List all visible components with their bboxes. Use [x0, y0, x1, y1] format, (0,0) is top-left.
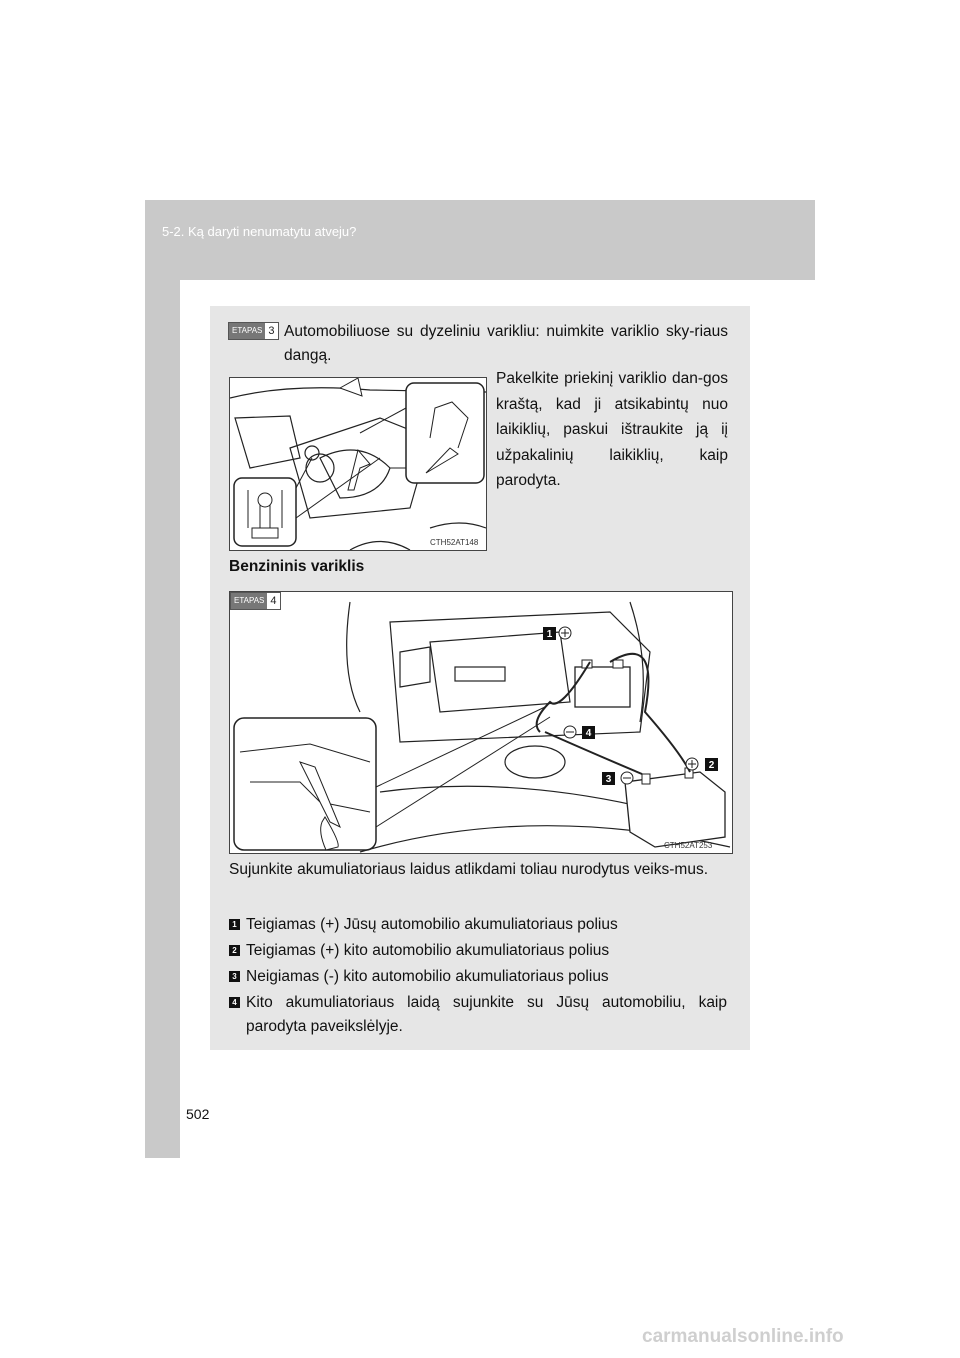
- jump-start-illustration: [229, 591, 733, 854]
- step-3-badge: [228, 322, 279, 340]
- item-number: 4: [229, 997, 240, 1008]
- item-text: Kito akumuliatoriaus laidą sujunkite su Jūsų automobiliu, kaip parodyta paveikslėlyje.: [246, 994, 727, 1035]
- jump-start-drawing: [230, 592, 732, 853]
- item-number: 2: [229, 945, 240, 956]
- step-label: ETAPAS: [231, 593, 267, 609]
- step-number: 3: [268, 325, 275, 337]
- item-text: Teigiamas (+) Jūsų automobilio akumuliatoriaus polius: [246, 916, 618, 933]
- watermark: carmanualsonline.info: [642, 1326, 844, 1347]
- step-3-detail: Pakelkite priekinį variklio dan-gos kraštą, kad ji atsikabintų nuo laikiklių, paskui ištraukite ją iį užpakalinių laikiklių, kaip parodyta.: [496, 370, 728, 489]
- list-item: [229, 965, 727, 989]
- callout-3: 3: [605, 774, 612, 785]
- list-item: [229, 991, 727, 1039]
- page-number: 502: [186, 1106, 210, 1122]
- figure-code: CTH52AT148: [430, 538, 479, 547]
- step-number: 4: [270, 595, 277, 607]
- side-bar: [145, 280, 180, 1158]
- step-3-text: Automobiliuose su dyzeliniu varikliu: nuimkite variklio sky-riaus dangą.: [284, 323, 728, 364]
- item-number: 1: [229, 919, 240, 930]
- instruction-list: [229, 913, 727, 1041]
- gasoline-engine-heading: Benzininis variklis: [229, 558, 365, 575]
- figure-code: CTH52AT253: [664, 841, 713, 850]
- callout-4: 4: [585, 728, 592, 739]
- callout-1: 1: [546, 629, 553, 640]
- engine-cover-drawing: [230, 378, 486, 550]
- callout-2: 2: [708, 760, 715, 771]
- header-band: [145, 200, 815, 280]
- diesel-engine-cover-illustration: [229, 377, 487, 551]
- section-title: 5-2. Ką daryti nenumatytu atveju?: [162, 224, 357, 239]
- list-item: [229, 939, 727, 963]
- list-item: [229, 913, 727, 937]
- item-number: 3: [229, 971, 240, 982]
- item-text: Teigiamas (+) kito automobilio akumuliatoriaus polius: [246, 942, 610, 959]
- instructions-intro: Sujunkite akumuliatoriaus laidus atlikdami toliau nurodytus veiks-mus.: [229, 861, 709, 878]
- step-label: ETAPAS: [229, 323, 265, 339]
- step-4-badge: [230, 592, 281, 610]
- item-text: Neigiamas (-) kito automobilio akumuliatoriaus polius: [246, 968, 609, 985]
